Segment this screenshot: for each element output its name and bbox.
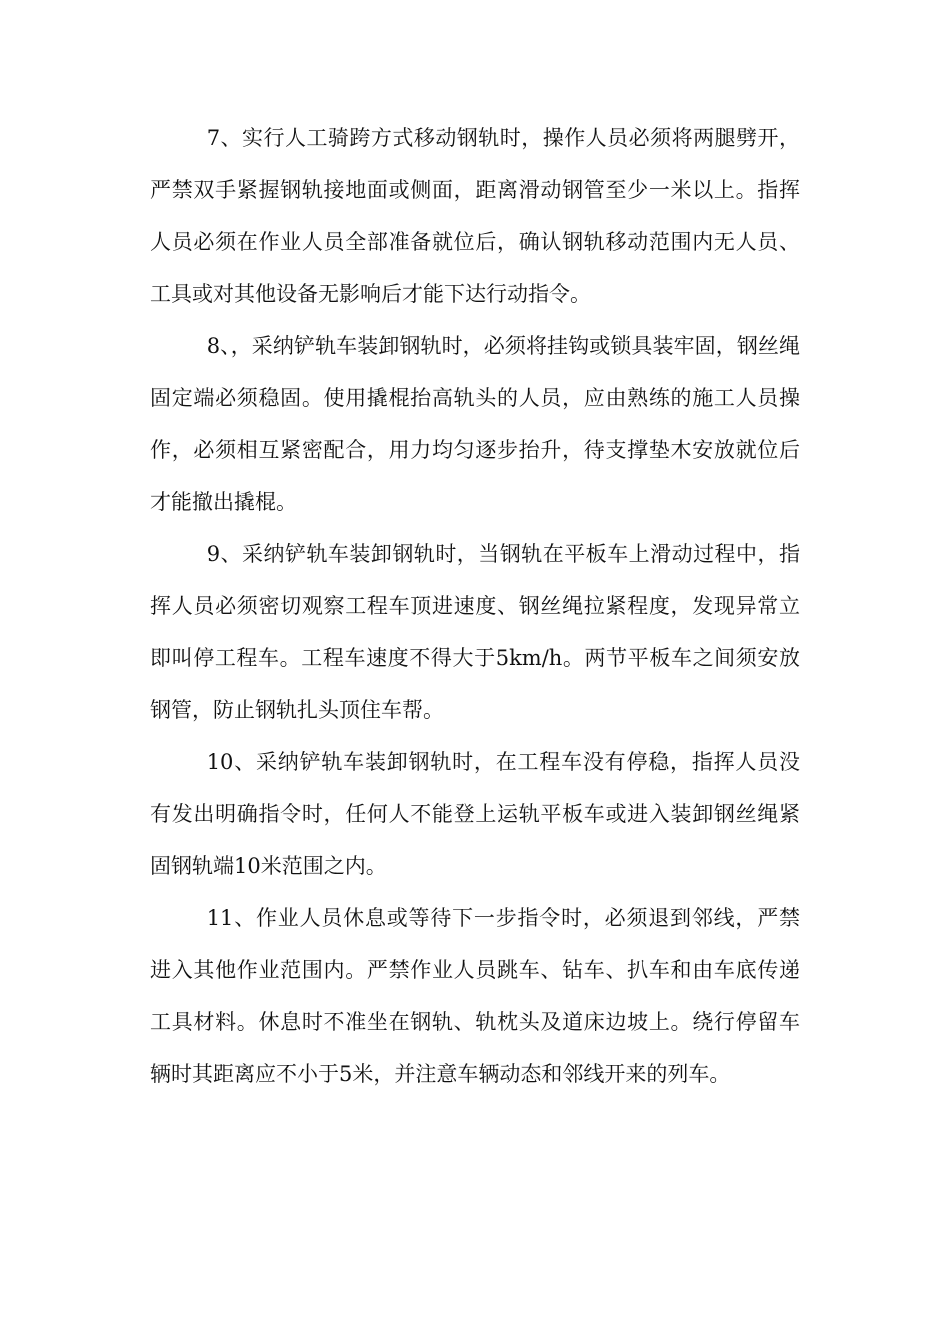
document-body	[150, 112, 800, 1100]
paragraph-item-9: 9、采纳铲轨车装卸钢轨时，当钢轨在平板车上滑动过程中，指挥人员必须密切观察工程车顶进速度、钢丝绳拉紧程度，发现异常立即叫停工程车。工程车速度不得大于5km/h。两节平板车之间须安放钢管，防止钢轨扎头顶住车帮。	[150, 542, 800, 722]
paragraph-item-10: 10、采纳铲轨车装卸钢轨时，在工程车没有停稳，指挥人员没有发出明确指令时，任何人不能登上运轨平板车或进入装卸钢丝绳紧固钢轨端10米范围之内。	[150, 750, 800, 878]
paragraph-item-7: 7、实行人工骑跨方式移动钢轨时，操作人员必须将两腿劈开，严禁双手紧握钢轨接地面或侧面，距离滑动钢管至少一米以上。指挥人员必须在作业人员全部准备就位后，确认钢轨移动范围内无人员、工具或对其他设备无影响后才能下达行动指令。	[150, 126, 800, 306]
paragraph-item-11: 11、作业人员休息或等待下一步指令时，必须退到邻线，严禁进入其他作业范围内。严禁作业人员跳车、钻车、扒车和由车底传递工具材料。休息时不准坐在钢轨、轨枕头及道床边坡上。绕行停留车辆时其距离应不小于5米，并注意车辆动态和邻线开来的列车。	[150, 906, 800, 1086]
paragraph-item-8: 8、，采纳铲轨车装卸钢轨时，必须将挂钩或锁具装牢固，钢丝绳固定端必须稳固。使用撬棍抬高轨头的人员，应由熟练的施工人员操作，必须相互紧密配合，用力均匀逐步抬升，待支撑垫木安放就位后才能撤出撬棍。	[150, 334, 800, 514]
